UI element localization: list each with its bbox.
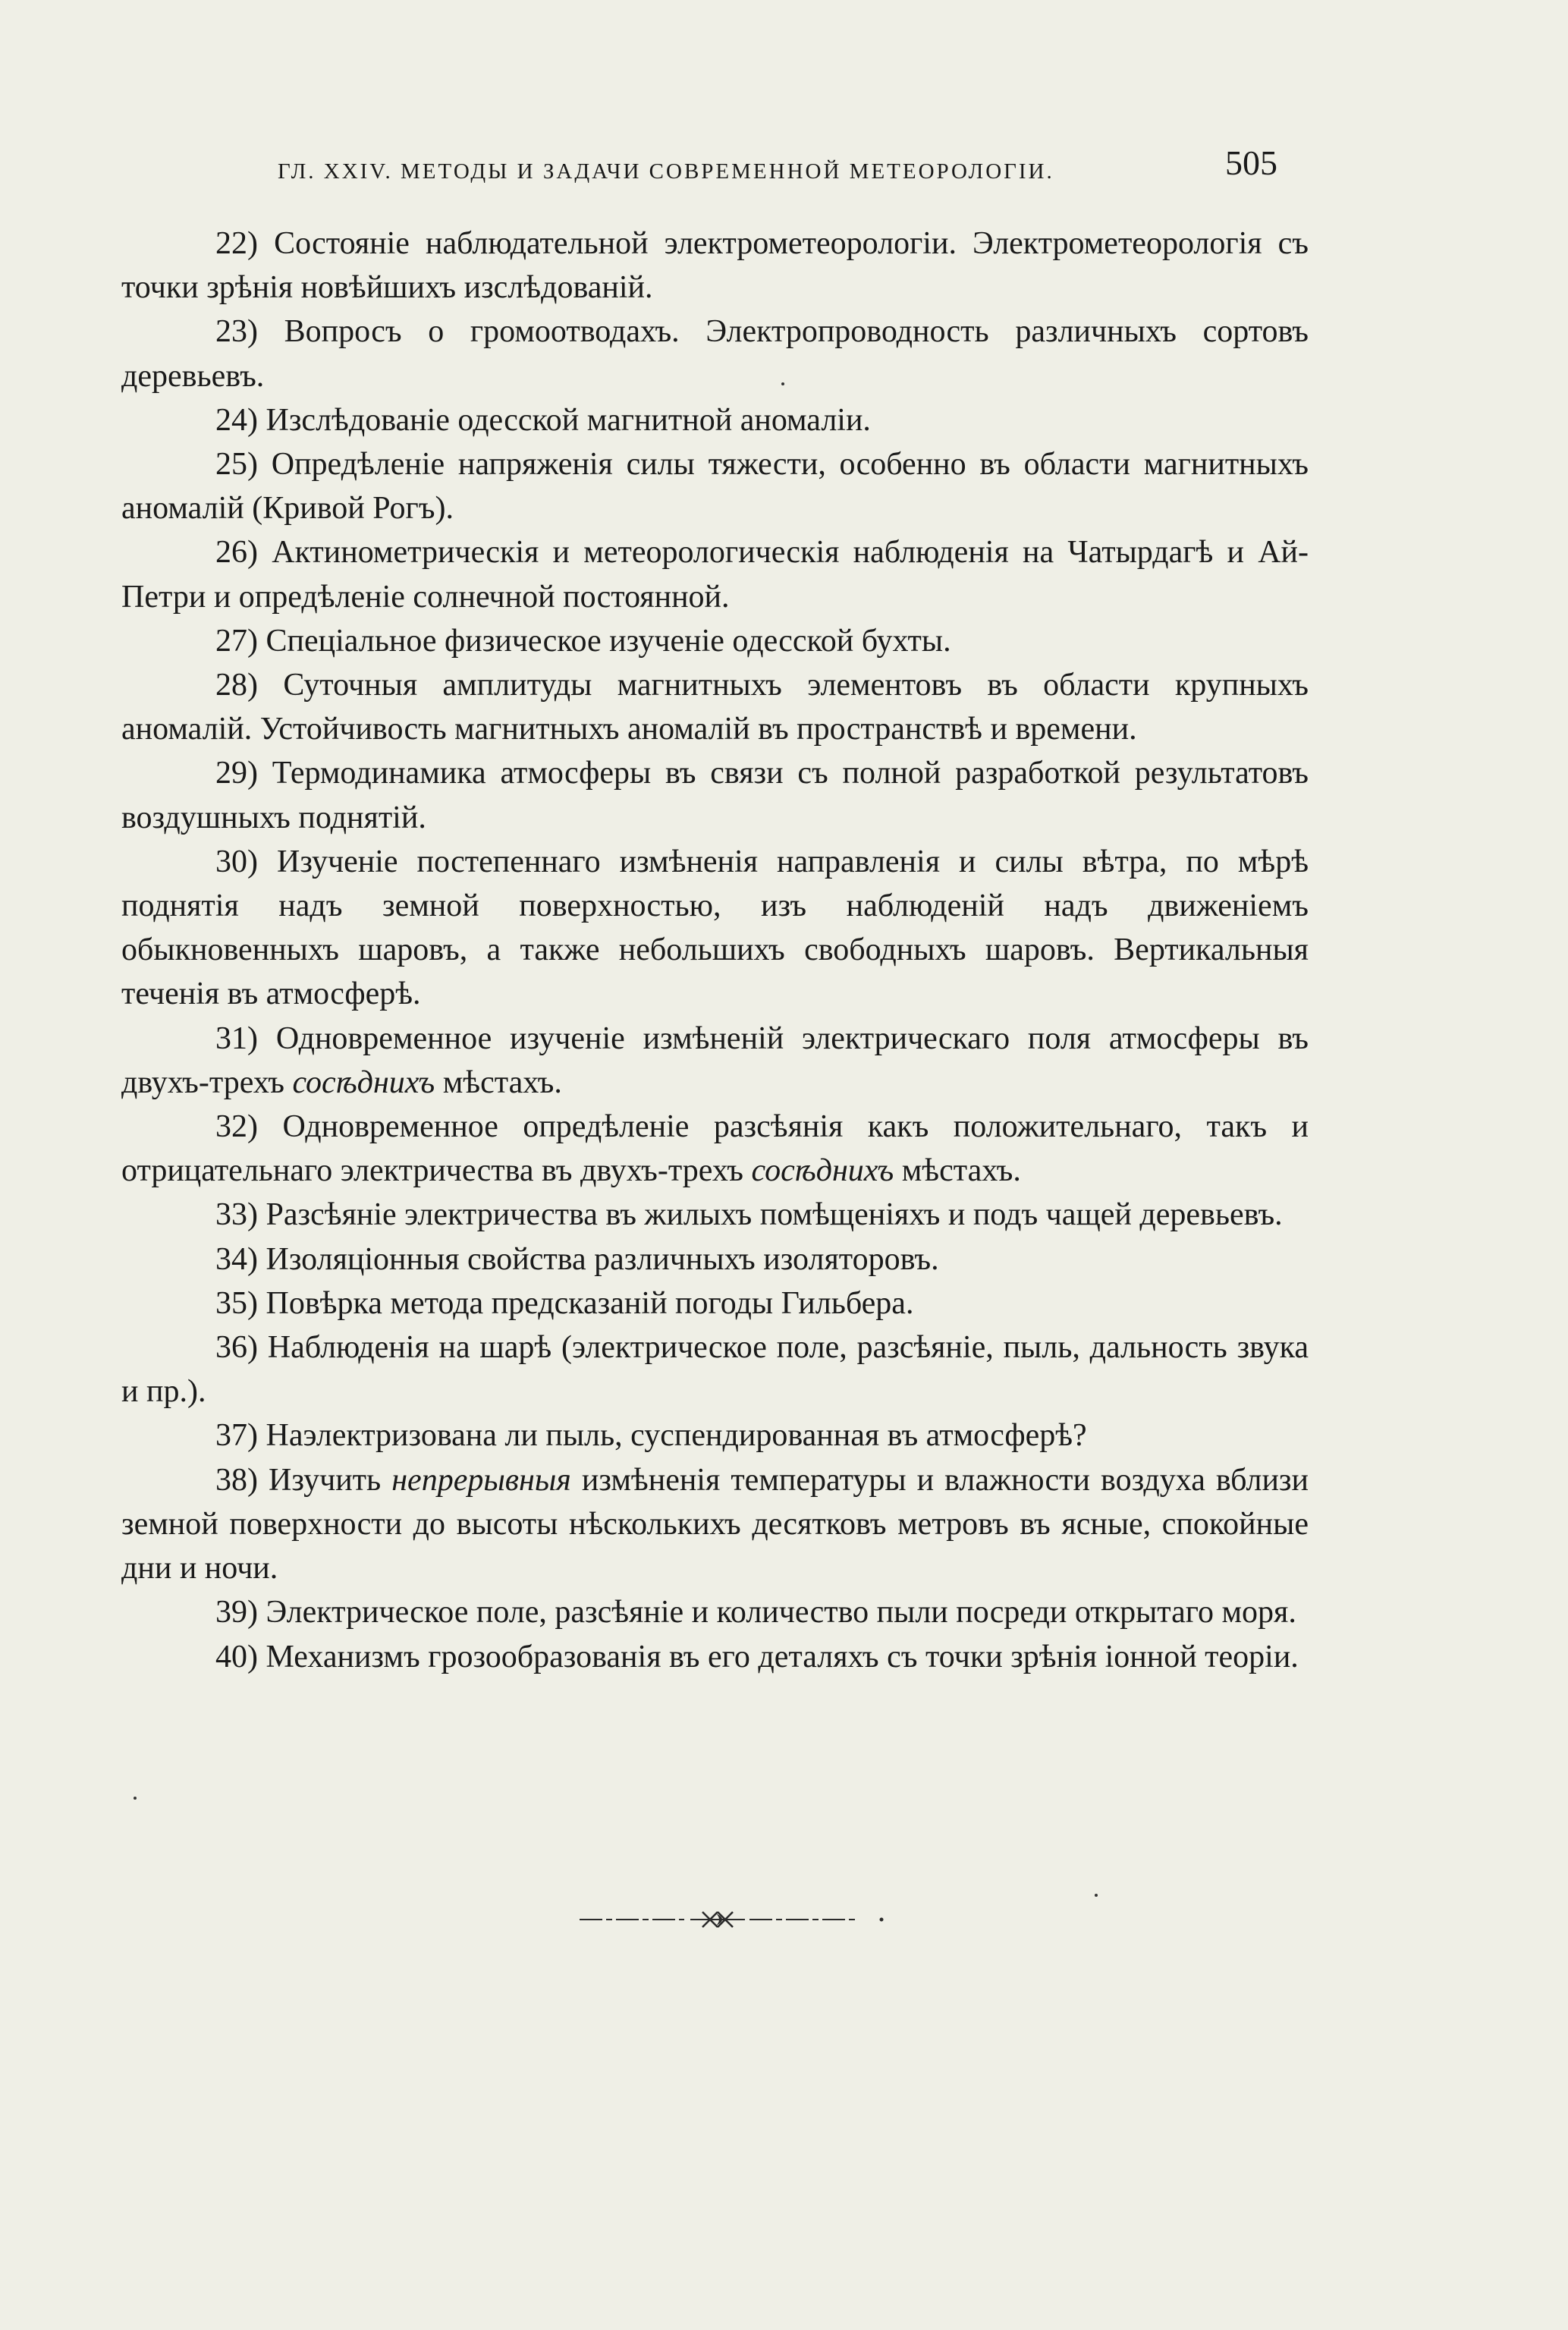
item-text: Изучить [269, 1462, 392, 1498]
item-number: 28) [215, 668, 258, 703]
item-number: 25) [215, 447, 258, 483]
list-item [121, 222, 1309, 310]
list-item [121, 1017, 1309, 1105]
item-number: 33) [215, 1197, 258, 1233]
ink-speck [1095, 1894, 1098, 1897]
item-text: Состояніе наблюдательной электрометеорологіи. Электрометеорологія съ точки зрѣнія новѣйшихъ изслѣдованій. [121, 226, 1309, 306]
list-item [121, 619, 1309, 663]
item-text: Разсѣяніе электричества въ жилыхъ помѣщеніяхъ и подъ чащей деревьевъ. [266, 1197, 1283, 1233]
item-number: 22) [215, 226, 258, 261]
item-text: Механизмъ грозообразованія въ его деталяхъ съ точки зрѣнія іонной теоріи. [266, 1639, 1299, 1674]
list-item [121, 751, 1309, 839]
item-emphasis: сосѣднихъ [292, 1064, 435, 1100]
list-item [121, 442, 1309, 530]
item-number: 35) [215, 1285, 258, 1321]
item-text: Наэлектризована ли пыль, суспендированная въ атмосферѣ? [266, 1418, 1087, 1454]
item-text: Опредѣленіе напряженія силы тяжести, особенно въ области магнитныхъ аномалій (Кривой Рогъ). [121, 447, 1309, 527]
item-text: Одновременное изученіе измѣненій электрическаго поля атмосферы въ двухъ-трехъ [121, 1020, 1309, 1100]
item-number: 26) [215, 535, 258, 571]
item-number: 32) [215, 1109, 258, 1145]
running-title: ГЛ. XXIV. МЕТОДЫ И ЗАДАЧИ СОВРЕМЕННОЙ МЕТЕОРОЛОГІИ. [278, 159, 1054, 184]
list-item [121, 1105, 1309, 1193]
item-text: измѣненія температуры и влажности воздуха вблизи земной поверхности до высоты нѣсколькихъ десятковъ метровъ въ ясные, спокойные дни и ночи. [121, 1462, 1309, 1586]
list-item [121, 1325, 1309, 1413]
item-number: 36) [215, 1330, 258, 1366]
item-number: 40) [215, 1639, 258, 1674]
item-number: 27) [215, 623, 258, 659]
item-text: Изученіе постепеннаго измѣненія направленія и силы вѣтра, по мѣрѣ поднятія надъ земной поверхностью, изъ наблюденій надъ движеніемъ обыкновенныхъ шаровъ, а также небольшихъ свободныхъ шаровъ. Вертикальныя теченія въ атмосферѣ. [121, 844, 1309, 1012]
list-item [121, 1458, 1309, 1591]
list-item [121, 663, 1309, 751]
list-item [121, 840, 1309, 1017]
list-item [121, 1281, 1309, 1325]
item-emphasis: непрерывныя [391, 1462, 571, 1498]
item-emphasis: сосѣднихъ [751, 1153, 894, 1189]
list-item [121, 310, 1309, 398]
item-text: Электрическое поле, разсѣяніе и количество пыли посреди открытаго моря. [266, 1595, 1296, 1630]
list-item [121, 1237, 1309, 1281]
item-text: мѣстахъ. [894, 1153, 1021, 1189]
item-text: Спеціальное физическое изученіе одесской бухты. [266, 623, 951, 659]
ink-speck [134, 1797, 137, 1800]
item-number: 31) [215, 1020, 258, 1056]
page-number: 505 [1225, 143, 1277, 182]
item-number: 34) [215, 1241, 258, 1277]
list-item [121, 1635, 1309, 1679]
item-text: Вопросъ о громоотводахъ. Электропроводность различныхъ сортовъ деревьевъ. [121, 314, 1309, 394]
item-text: Изоляціонныя свойства различныхъ изоляторовъ. [266, 1241, 939, 1277]
ink-speck [781, 382, 784, 385]
item-text: мѣстахъ. [435, 1064, 562, 1100]
section-end-ornament-icon [577, 1903, 910, 1936]
item-text: Повѣрка метода предсказаній погоды Гильбера. [266, 1285, 914, 1321]
list-item [121, 530, 1309, 618]
item-text: Одновременное опредѣленіе разсѣянія какъ положительнаго, такъ и отрицательнаго электричества въ двухъ-трехъ [121, 1109, 1309, 1189]
item-text: Наблюденія на шарѣ (электрическое поле, разсѣяніе, пыль, дальность звука и пр.). [121, 1330, 1309, 1410]
list-item [121, 398, 1309, 442]
running-head [278, 143, 1317, 196]
item-text: Суточныя амплитуды магнитныхъ элементовъ въ области крупныхъ аномалій. Устойчивость магнитныхъ аномалій въ пространствѣ и времени. [121, 668, 1309, 747]
item-number: 39) [215, 1595, 258, 1630]
item-text: Термодинамика атмосферы въ связи съ полной разработкой результатовъ воздушныхъ поднятій. [121, 756, 1309, 835]
item-number: 30) [215, 844, 258, 879]
item-number: 37) [215, 1418, 258, 1454]
item-number: 38) [215, 1462, 258, 1498]
item-text: Изслѣдованіе одесской магнитной аномаліи. [266, 402, 871, 438]
list-item [121, 1193, 1309, 1237]
list-item [121, 1413, 1309, 1457]
item-number: 24) [215, 402, 258, 438]
item-number: 23) [215, 314, 258, 350]
list-item [121, 1590, 1309, 1634]
item-text: Актинометрическія и метеорологическія наблюденія на Чатырдагѣ и Ай-Петри и опредѣленіе солнечной постоянной. [121, 535, 1309, 615]
item-number: 29) [215, 756, 258, 791]
numbered-list [121, 222, 1309, 1679]
